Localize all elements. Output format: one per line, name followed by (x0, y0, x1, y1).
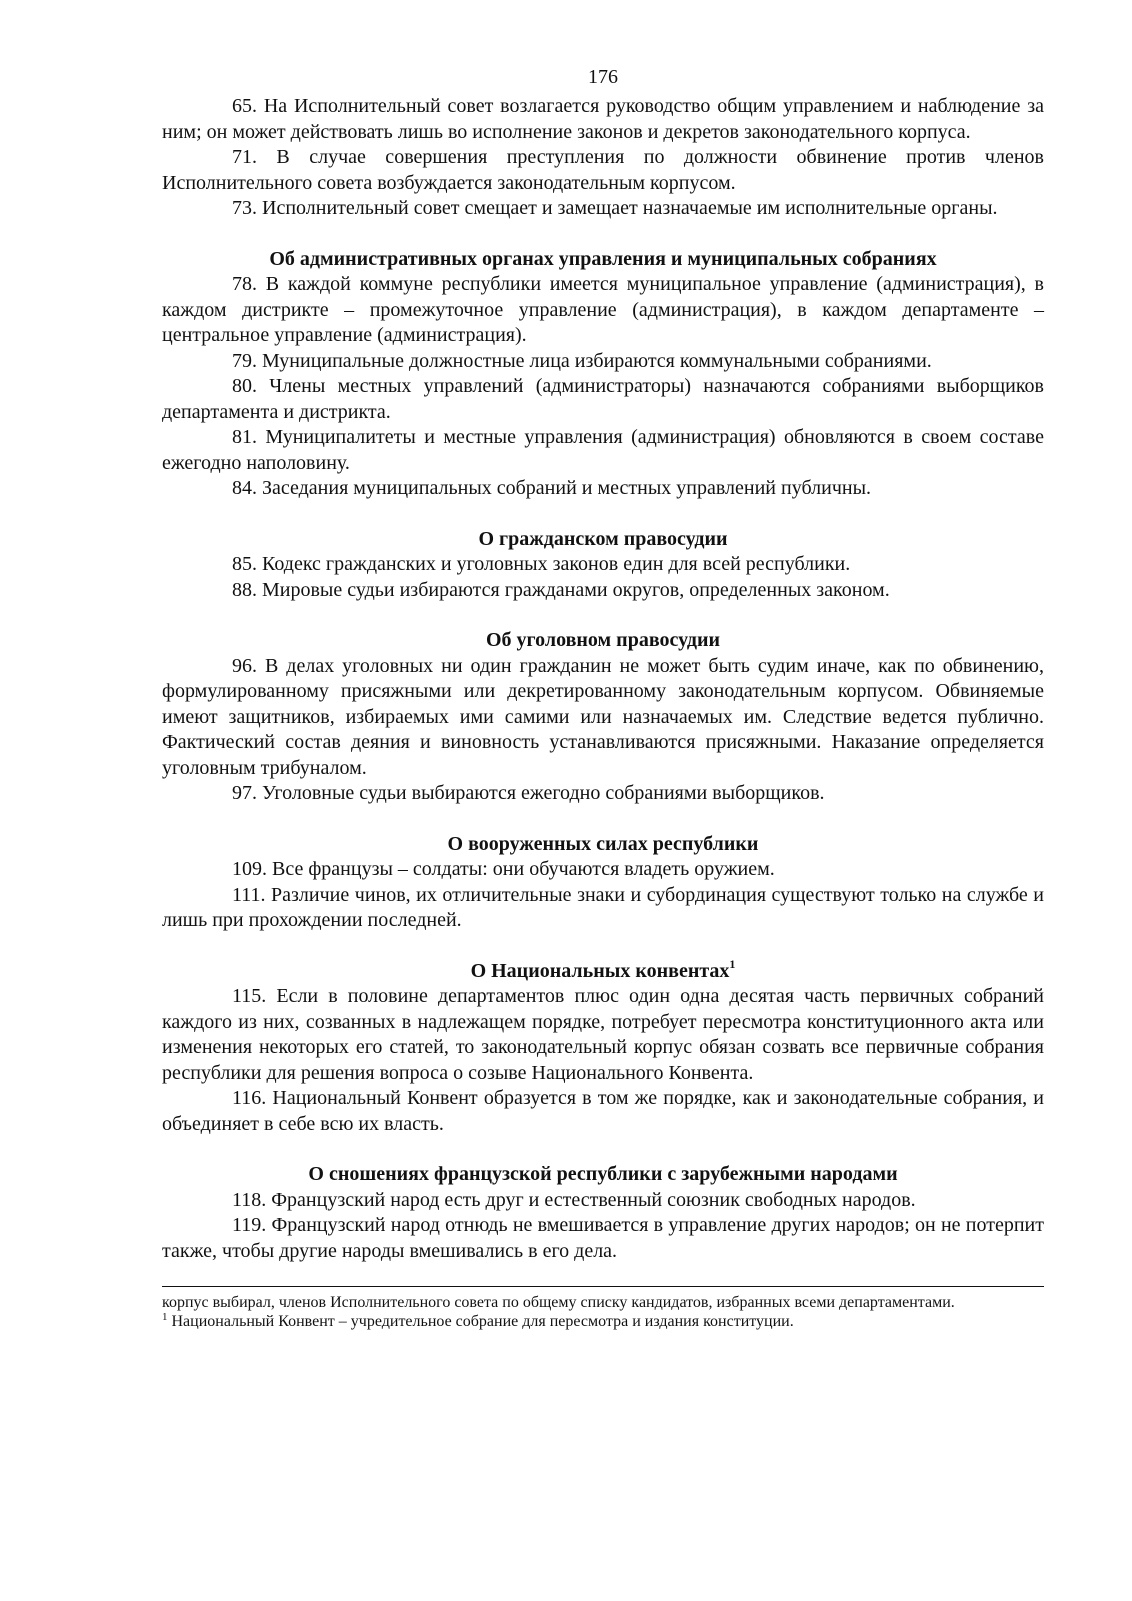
document-body (162, 94, 1044, 1264)
footnote-mark: 1 (162, 1311, 168, 1323)
article-text: 109. Все французы – солдаты: они обучаются владеть оружием. (232, 858, 775, 880)
footnote-divider (162, 1286, 1044, 1287)
article-paragraph (162, 857, 1044, 883)
article-text: 71. В случае совершения преступления по должности обвинение против членов Исполнительного совета возбуждается законодательным корпусом. (162, 146, 1044, 194)
article-paragraph (162, 552, 1044, 578)
footnote-text: Национальный Конвент – учредительное собрание для пересмотра и издания конституции. (167, 1313, 794, 1330)
article-paragraph (162, 1188, 1044, 1214)
article-text: 73. Исполнительный совет смещает и замещает назначаемые им исполнительные органы. (232, 197, 998, 219)
article-text: 81. Муниципалитеты и местные управления (администрация) обновляются в своем составе ежегодно наполовину. (162, 426, 1044, 474)
article-paragraph (162, 883, 1044, 934)
article-paragraph (162, 781, 1044, 807)
article-paragraph (162, 94, 1044, 145)
article-text: 80. Члены местных управлений (администраторы) назначаются собраниями выборщиков департамента и дистрикта. (162, 375, 1044, 423)
section-heading-text: Об административных органах управления и муниципальных собраниях (269, 247, 937, 270)
footnote (162, 1312, 1044, 1331)
article-text: 96. В делах уголовных ни один гражданин не может быть судим иначе, как по обвинению, формулированному присяжными или декретированному законодательным корпусом. Обвиняемые имеют защитников, избираемых ими самими или назначаемых им. Следствие ведется публично. Фактический состав деяния и виновность устанавливаются присяжными. Наказание определяется уголовным трибуналом. (162, 654, 1044, 779)
article-text: 118. Французский народ есть друг и естественный союзник свободных народов. (232, 1188, 916, 1211)
section-heading-text: О вооруженных силах республики (447, 832, 759, 855)
article-paragraph (162, 145, 1044, 196)
section-heading (162, 628, 1044, 654)
article-paragraph (162, 349, 1044, 375)
article-paragraph (162, 1086, 1044, 1137)
article-text: 97. Уголовные судьи выбираются ежегодно собраниями выборщиков. (232, 782, 825, 804)
section-heading (162, 247, 1044, 273)
article-text: 85. Кодекс гражданских и уголовных законов един для всей республики. (232, 553, 851, 575)
footnote (162, 1293, 1044, 1312)
article-paragraph (162, 425, 1044, 476)
article-paragraph (162, 578, 1044, 604)
article-text: 65. На Исполнительный совет возлагается руководство общим управлением и наблюдение за ним; он может действовать лишь во исполнение законов и декретов законодательного корпуса. (162, 95, 1044, 143)
footnote-reference: 1 (729, 956, 736, 971)
article-paragraph (162, 476, 1044, 502)
article-paragraph (162, 984, 1044, 1086)
article-text: 78. В каждой коммуне республики имеется муниципальное управление (администрация), в каждом дистрикте – промежуточное управление (администрация), в каждом департаменте – центральное управление (администрация). (162, 273, 1044, 346)
footnotes-section (162, 1293, 1044, 1331)
article-text: 116. Национальный Конвент образуется в том же порядке, как и законодательные собрания, и объединяет в себе всю их власть. (162, 1087, 1044, 1135)
footnote-text: корпус выбирал, членов Исполнительного совета по общему списку кандидатов, избранных всеми департаментами. (162, 1294, 955, 1311)
article-text: 79. Муниципальные должностные лица избираются коммунальными собраниями. (232, 349, 932, 372)
section-heading (162, 1162, 1044, 1188)
section-heading (162, 527, 1044, 553)
page-number: 176 (588, 66, 618, 88)
article-text: 119. Французский народ отнюдь не вмешивается в управление других народов; он не потерпит также, чтобы другие народы вмешивались в его дела. (162, 1214, 1044, 1262)
article-text: 88. Мировые судьи избираются гражданами округов, определенных законом. (232, 578, 890, 601)
article-paragraph (162, 374, 1044, 425)
section-heading (162, 832, 1044, 858)
article-paragraph (162, 196, 1044, 222)
document-page (162, 62, 1044, 1331)
article-text: 111. Различие чинов, их отличительные знаки и субординация существуют только на службе и лишь при прохождении последней. (162, 883, 1044, 931)
article-text: 84. Заседания муниципальных собраний и местных управлений публичны. (232, 477, 872, 499)
section-heading-text: О сношениях французской республики с зарубежными народами (308, 1163, 898, 1185)
article-paragraph (162, 1213, 1044, 1264)
article-text: 115. Если в половине департаментов плюс один одна десятая часть первичных собраний каждого из них, созванных в надлежащем порядке, потребует пересмотра конституционного акта или изменения некоторых его статей, то законодательный корпус обязан созвать все первичные собрания республики для решения вопроса о созыве Национального Конвента. (162, 985, 1044, 1084)
section-heading-text: О гражданском правосудии (478, 527, 728, 550)
article-paragraph (162, 654, 1044, 782)
section-heading (162, 956, 1044, 985)
article-paragraph (162, 272, 1044, 349)
section-heading-text: Об уголовном правосудии (486, 629, 720, 651)
section-heading-text: О Национальных конвентах (470, 959, 730, 982)
